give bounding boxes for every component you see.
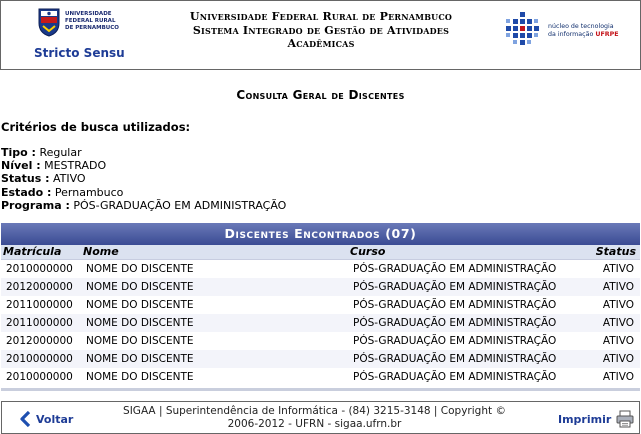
cell-matricula: 2012000000 xyxy=(1,278,81,296)
nti-logo-text: núcleo de tecnologia da informação UFRPE xyxy=(548,23,619,38)
table-row xyxy=(1,332,640,350)
table-row xyxy=(1,368,640,386)
chevron-left-icon xyxy=(19,411,31,427)
table-row xyxy=(1,278,640,296)
cell-status: ATIVO xyxy=(574,368,640,386)
cell-status: ATIVO xyxy=(574,260,640,279)
cell-curso: PÓS-GRADUAÇÃO EM ADMINISTRAÇÃO xyxy=(348,296,574,314)
printer-icon xyxy=(616,410,634,428)
criteria-list xyxy=(1,146,286,212)
module-name: Stricto Sensu xyxy=(34,46,125,60)
results-caption: Discentes Encontrados (07) xyxy=(1,223,640,245)
cell-curso: PÓS-GRADUAÇÃO EM ADMINISTRAÇÃO xyxy=(348,314,574,332)
cell-curso: PÓS-GRADUAÇÃO EM ADMINISTRAÇÃO xyxy=(348,260,574,279)
cell-curso: PÓS-GRADUAÇÃO EM ADMINISTRAÇÃO xyxy=(348,350,574,368)
results-table xyxy=(1,245,640,386)
ufrpe-logo xyxy=(7,5,125,63)
cell-matricula: 2010000000 xyxy=(1,350,81,368)
cell-status: ATIVO xyxy=(574,278,640,296)
cell-matricula: 2010000000 xyxy=(1,368,81,386)
page-footer xyxy=(1,401,640,434)
footer-copyright: SIGAA | Superintendência de Informática - (84) 3215-3148 | Copyright © 2006-2012 - UFRN - sigaa.ufrn.br xyxy=(123,405,506,430)
cell-nome: NOME DO DISCENTE xyxy=(81,278,348,296)
print-button-label: Imprimir xyxy=(558,412,612,426)
cell-matricula: 2011000000 xyxy=(1,314,81,332)
results-table-panel xyxy=(1,223,640,386)
table-row xyxy=(1,260,640,279)
column-header-nome: Nome xyxy=(81,245,348,260)
column-header-status: Status xyxy=(574,245,640,260)
column-header-curso: Curso xyxy=(348,245,574,260)
table-row xyxy=(1,314,640,332)
cell-nome: NOME DO DISCENTE xyxy=(81,350,348,368)
criteria-nivel: Nível : MESTRADO xyxy=(1,159,107,173)
cell-matricula: 2010000000 xyxy=(1,260,81,279)
cell-curso: PÓS-GRADUAÇÃO EM ADMINISTRAÇÃO xyxy=(348,278,574,296)
criteria-estado: Estado : Pernambuco xyxy=(1,185,124,199)
table-header-row xyxy=(1,245,640,260)
criteria-tipo: Tipo : Regular xyxy=(1,146,82,159)
page-header xyxy=(0,0,641,70)
results-bottom-divider xyxy=(1,388,640,391)
cell-status: ATIVO xyxy=(574,314,640,332)
ufrpe-crest-icon xyxy=(37,7,61,37)
cell-status: ATIVO xyxy=(574,332,640,350)
nti-logo xyxy=(504,12,634,52)
cell-status: ATIVO xyxy=(574,296,640,314)
cell-matricula: 2011000000 xyxy=(1,296,81,314)
cell-nome: NOME DO DISCENTE xyxy=(81,296,348,314)
cell-curso: PÓS-GRADUAÇÃO EM ADMINISTRAÇÃO xyxy=(348,332,574,350)
cell-nome: NOME DO DISCENTE xyxy=(81,368,348,386)
page-title: Consulta Geral de Discentes xyxy=(236,88,405,102)
ufrpe-logo-text: UNIVERSIDADE FEDERAL RURAL DE PERNAMBUCO xyxy=(65,11,119,31)
nti-dots-icon xyxy=(504,12,544,52)
system-title: Universidade Federal Rural de Pernambuco Sistema Integrado de Gestão de Atividades Acadêmicas xyxy=(189,10,453,50)
cell-matricula: 2012000000 xyxy=(1,332,81,350)
cell-status: ATIVO xyxy=(574,350,640,368)
table-row xyxy=(1,350,640,368)
cell-nome: NOME DO DISCENTE xyxy=(81,332,348,350)
table-row xyxy=(1,296,640,314)
print-button[interactable] xyxy=(558,410,634,428)
cell-nome: NOME DO DISCENTE xyxy=(81,260,348,279)
criteria-programa: Programa : PÓS-GRADUAÇÃO EM ADMINISTRAÇÃO xyxy=(1,198,287,212)
criteria-heading: Critérios de busca utilizados: xyxy=(1,120,191,134)
column-header-matricula: Matrícula xyxy=(1,245,81,260)
back-button-label: Voltar xyxy=(36,412,74,426)
cell-nome: NOME DO DISCENTE xyxy=(81,314,348,332)
criteria-status: Status : ATIVO xyxy=(1,172,86,186)
cell-curso: PÓS-GRADUAÇÃO EM ADMINISTRAÇÃO xyxy=(348,368,574,386)
back-button[interactable] xyxy=(19,411,73,427)
